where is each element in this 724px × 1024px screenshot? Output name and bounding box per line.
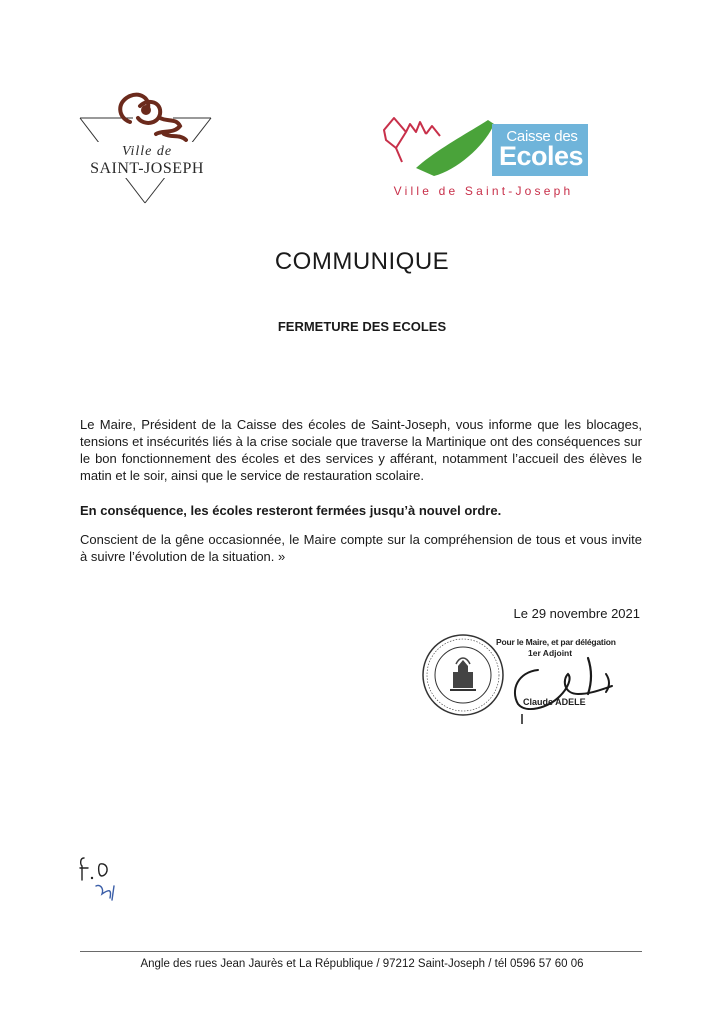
document-subtitle: FERMETURE DES ECOLES [277,319,447,334]
document-title: COMMUNIQUE [274,248,450,275]
logo-right-caisse-text: Caisse des [506,128,578,145]
footer-address: Angle des rues Jean Jaurès et La République / 97212 Saint-Joseph / tél 0596 57 60 06 [140,958,584,970]
signature-role-text: 1er Adjoint [528,648,573,658]
footer-divider [80,951,642,952]
body-paragraph-2: En conséquence, les écoles resteront fermées jusqu’à nouvel ordre. [80,503,502,518]
handwritten-signature [488,650,628,725]
signatory-name: Claude ADELE [523,697,586,707]
logo-right-ecoles-text: Ecoles [498,141,584,171]
logo-right-town-text: Ville de Saint-Joseph [393,184,574,198]
body-paragraph-1: Le Maire, Président de la Caisse des écoles de Saint-Joseph, vous informe que les blocages, tensions et insécurités liés à la crise sociale que traverse la Martinique ont des conséquences sur le bon fonctionnement des écoles et des services y afférant, notamment l’accueil des élèves le matin et le soir, ainsi que le service de restauration scolaire. [80,417,642,483]
signature-delegation-text: Pour le Maire, et par délégation [496,637,616,647]
handwritten-initials [74,852,134,907]
body-paragraph-3: Conscient de la gêne occasionnée, le Maire compte sur la compréhension de tous et vous invite à suivre l’évolution de la situation. » [80,532,642,564]
logo-left-ville-text: Ville de [121,144,173,159]
logo-left-town-text: SAINT-JOSEPH [90,160,204,177]
document-date: Le 29 novembre 2021 [513,606,640,621]
